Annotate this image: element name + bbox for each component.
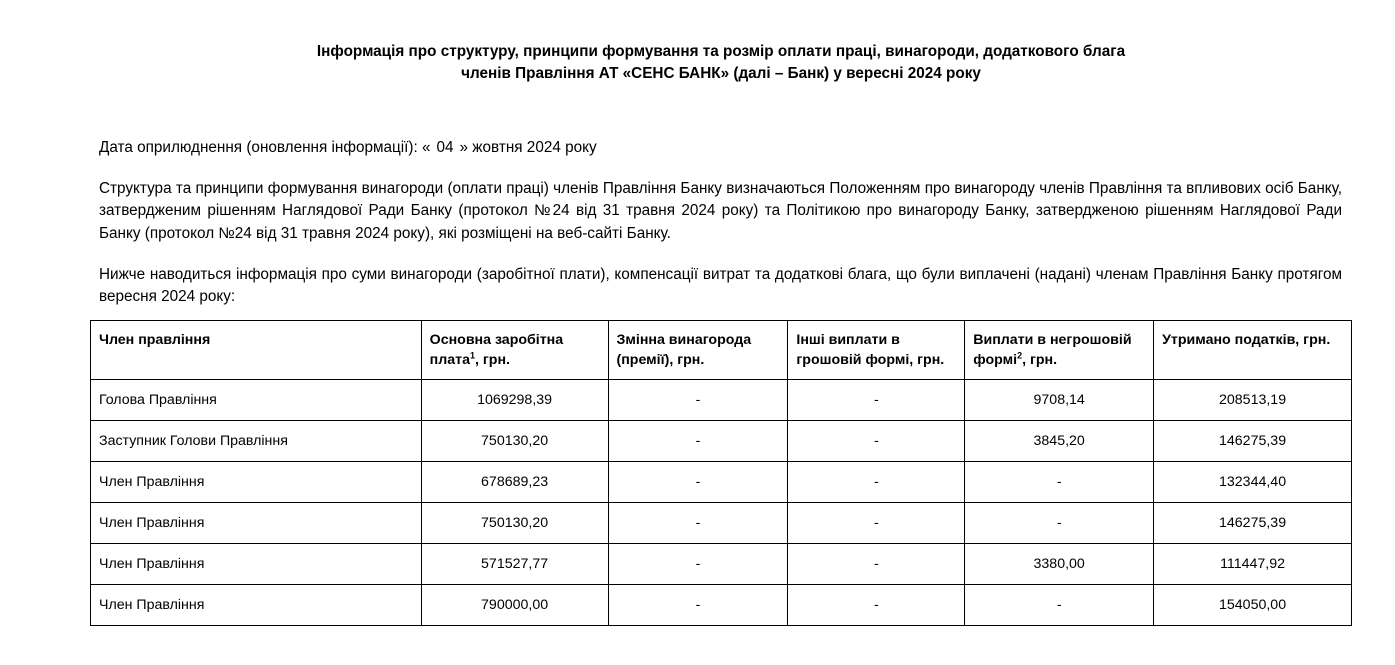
cell-taxes: 111447,92 [1154,544,1352,585]
cell-base-salary: 1069298,39 [421,380,608,421]
cell-taxes: 208513,19 [1154,380,1352,421]
table-row [91,380,1352,421]
publication-date-suffix: » жовтня 2024 року [459,139,597,156]
cell-base-salary: 750130,20 [421,503,608,544]
cell-other-cash: - [788,544,965,585]
cell-other-cash: - [788,462,965,503]
header-base-salary-label: Основна заробітна плата [429,332,564,368]
cell-non-cash: 3845,20 [965,421,1154,462]
cell-member: Член Правління [91,462,422,503]
remuneration-table [90,320,1352,626]
cell-other-cash: - [788,421,965,462]
document-title-line-1: Інформація про структуру, принципи формування та розмір оплати праці, винагороди, додаткового блага [316,43,1126,60]
cell-variable: - [608,585,788,626]
header-variable-remuneration: Змінна винагорода (премії), грн. [608,321,788,380]
cell-taxes: 154050,00 [1154,585,1352,626]
remuneration-policy-paragraph: Структура та принципи формування винагороди (оплати праці) членів Правління Банку визначаються Положенням про винагороду членів Правління та впливових осіб Банку, затвердженим рішенням Наглядової Ради Банку (протокол №24 від 31 травня 2024 року) та Політикою про винагороду Банку, затвердженою рішенням Наглядової Ради Банку (протокол №24 від 31 травня 2024 року), які розміщені на веб-сайті Банку. [99,180,1342,242]
header-base-salary [421,321,608,380]
document-title-line-2: членів Правління АТ «СЕНС БАНК» (далі – Банк) у вересні 2024 року [461,65,981,82]
header-member: Член правління [91,321,422,380]
table-header-row [91,321,1352,380]
table-row [91,544,1352,585]
cell-non-cash: - [965,462,1154,503]
cell-member: Член Правління [91,544,422,585]
document-title [90,41,1352,85]
publication-date [99,137,597,159]
cell-base-salary: 790000,00 [421,585,608,626]
header-taxes-withheld: Утримано податків, грн. [1154,321,1352,380]
cell-variable: - [608,421,788,462]
cell-base-salary: 571527,77 [421,544,608,585]
publication-date-prefix: Дата оприлюднення (оновлення інформації): « [99,139,431,156]
cell-other-cash: - [788,503,965,544]
footnote-2-marker: 2 [1017,350,1023,361]
header-non-cash-payments [965,321,1154,380]
cell-variable: - [608,380,788,421]
cell-non-cash: - [965,585,1154,626]
cell-variable: - [608,503,788,544]
cell-member: Член Правління [91,503,422,544]
cell-base-salary: 678689,23 [421,462,608,503]
cell-non-cash: 3380,00 [965,544,1154,585]
cell-member: Заступник Голови Правління [91,421,422,462]
header-non-cash-label: Виплати в негрошовій формі [973,332,1132,368]
cell-member: Член Правління [91,585,422,626]
cell-other-cash: - [788,585,965,626]
table-row [91,503,1352,544]
cell-base-salary: 750130,20 [421,421,608,462]
header-base-salary-unit: , грн. [474,352,510,368]
table-row [91,462,1352,503]
cell-non-cash: - [965,503,1154,544]
header-non-cash-unit: , грн. [1022,352,1058,368]
publication-day: 04 [436,139,454,156]
cell-variable: - [608,544,788,585]
cell-non-cash: 9708,14 [965,380,1154,421]
table-row [91,421,1352,462]
table-row [91,585,1352,626]
cell-other-cash: - [788,380,965,421]
cell-taxes: 146275,39 [1154,421,1352,462]
header-other-cash-payments: Інші виплати в грошовій формі, грн. [788,321,965,380]
table-intro-paragraph: Нижче наводиться інформація про суми винагороди (заробітної плати), компенсації витрат та додаткові блага, що були виплачені (надані) членам Правління Банку протягом вересня 2024 року: [99,266,1342,306]
cell-member: Голова Правління [91,380,422,421]
cell-taxes: 132344,40 [1154,462,1352,503]
cell-variable: - [608,462,788,503]
footnote-1-marker: 1 [469,350,475,361]
cell-taxes: 146275,39 [1154,503,1352,544]
